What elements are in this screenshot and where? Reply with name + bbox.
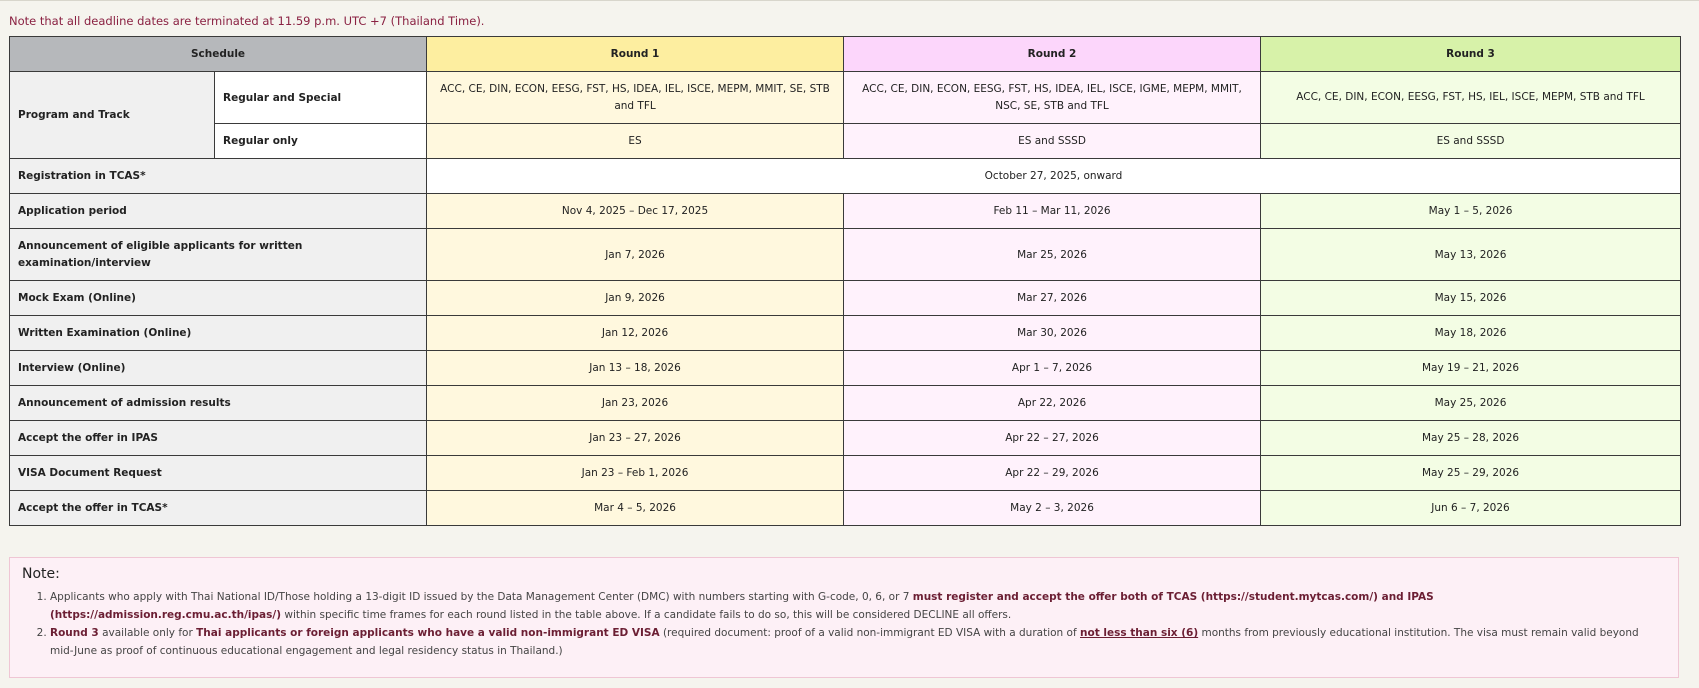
deadline-note: Note that all deadline dates are terminated at 11.59 p.m. UTC +7 (Thailand Time). (9, 14, 485, 28)
cell-r1: Jan 23, 2026 (427, 386, 844, 421)
table-row (10, 386, 1681, 421)
note-item-1 (50, 588, 1666, 624)
note-bold-text: Round 3 (50, 627, 99, 639)
cell-r3: ACC, CE, DIN, ECON, EESG, FST, HS, IEL, ISCE, MEPM, STB and TFL (1261, 72, 1681, 124)
note-text: available only for (98, 627, 197, 639)
cell-r3: May 25 – 28, 2026 (1261, 421, 1681, 456)
table-row (10, 316, 1681, 351)
cell-r3: May 13, 2026 (1261, 229, 1681, 281)
note-title: Note: (22, 566, 60, 582)
cell-r1: Jan 12, 2026 (427, 316, 844, 351)
row-label: VISA Document Request (10, 456, 427, 491)
cell-r1: Jan 9, 2026 (427, 281, 844, 316)
cell-r1: Jan 13 – 18, 2026 (427, 351, 844, 386)
sublabel-regular-only: Regular only (215, 124, 427, 159)
header-schedule: Schedule (10, 37, 427, 72)
row-label: Application period (10, 194, 427, 229)
row-label: Interview (Online) (10, 351, 427, 386)
note-text: within specific time frames for each round listed in the table above. If a candidate fails to do so, this will be considered DECLINE all offers. (281, 609, 1012, 621)
note-underlined-text: not less than six (6) (1080, 627, 1199, 639)
cell-r3: May 1 – 5, 2026 (1261, 194, 1681, 229)
table-row (10, 159, 1681, 194)
cell-r3: May 25 – 29, 2026 (1261, 456, 1681, 491)
header-round-2: Round 2 (844, 37, 1261, 72)
table-row (10, 491, 1681, 526)
note-bold-text: must register and accept the offer both of TCAS (https://student.mytcas.com/) and IPAS (https://admission.reg.cmu.ac.th/ipas/) (50, 591, 1434, 621)
row-label: Announcement of eligible applicants for written examination/interview (10, 229, 427, 281)
cell-r2: ACC, CE, DIN, ECON, EESG, FST, HS, IDEA, IEL, ISCE, IGME, MEPM, MMIT, NSC, SE, STB and TFL (844, 72, 1261, 124)
row-label-registration: Registration in TCAS* (10, 159, 427, 194)
cell-r2: Mar 27, 2026 (844, 281, 1261, 316)
row-label: Written Examination (Online) (10, 316, 427, 351)
cell-r1: Nov 4, 2025 – Dec 17, 2025 (427, 194, 844, 229)
cell-r2: Apr 1 – 7, 2026 (844, 351, 1261, 386)
cell-r2: Feb 11 – Mar 11, 2026 (844, 194, 1261, 229)
table-row (10, 281, 1681, 316)
cell-r1: ES (427, 124, 844, 159)
cell-r2: Mar 30, 2026 (844, 316, 1261, 351)
row-label: Announcement of admission results (10, 386, 427, 421)
row-label: Accept the offer in TCAS* (10, 491, 427, 526)
sublabel-regular-special: Regular and Special (215, 72, 427, 124)
cell-r2: Apr 22, 2026 (844, 386, 1261, 421)
cell-r3: May 25, 2026 (1261, 386, 1681, 421)
row-label: Mock Exam (Online) (10, 281, 427, 316)
header-round-1: Round 1 (427, 37, 844, 72)
note-box (9, 557, 1679, 678)
cell-r3: May 18, 2026 (1261, 316, 1681, 351)
table-row (10, 194, 1681, 229)
cell-r1: ACC, CE, DIN, ECON, EESG, FST, HS, IDEA, IEL, ISCE, MEPM, MMIT, SE, STB and TFL (427, 72, 844, 124)
cell-r1: Jan 7, 2026 (427, 229, 844, 281)
cell-r3: ES and SSSD (1261, 124, 1681, 159)
top-divider (0, 0, 1699, 1)
table-row (10, 456, 1681, 491)
note-list (22, 588, 1666, 660)
note-text: Applicants who apply with Thai National ID/Those holding a 13-digit ID issued by the Data Management Center (DMC) with numbers starting with G-code, 0, 6, or 7 (50, 591, 913, 603)
schedule-table (9, 36, 1681, 526)
cell-r3: May 19 – 21, 2026 (1261, 351, 1681, 386)
cell-r1: Jan 23 – 27, 2026 (427, 421, 844, 456)
table-row (10, 421, 1681, 456)
row-label: Accept the offer in IPAS (10, 421, 427, 456)
row-label-program: Program and Track (10, 72, 215, 159)
note-bold-text: Thai applicants or foreign applicants who have a valid non-immigrant ED VISA (196, 627, 660, 639)
table-row (10, 72, 1681, 124)
cell-r3: May 15, 2026 (1261, 281, 1681, 316)
cell-r1: Mar 4 – 5, 2026 (427, 491, 844, 526)
cell-r2: May 2 – 3, 2026 (844, 491, 1261, 526)
note-text: months from previously educational institution. The visa must remain valid beyond mid-June as proof of continuous educational engagement and legal residency status in Thailand.) (50, 627, 1639, 657)
cell-r1: Jan 23 – Feb 1, 2026 (427, 456, 844, 491)
table-row (10, 229, 1681, 281)
header-round-3: Round 3 (1261, 37, 1681, 72)
table-row (10, 124, 1681, 159)
cell-r2: Apr 22 – 29, 2026 (844, 456, 1261, 491)
cell-r2: Apr 22 – 27, 2026 (844, 421, 1261, 456)
cell-r2: ES and SSSD (844, 124, 1261, 159)
note-item-2 (50, 624, 1666, 660)
cell-r3: Jun 6 – 7, 2026 (1261, 491, 1681, 526)
cell-registration: October 27, 2025, onward (427, 159, 1681, 194)
note-text: (required document: proof of a valid non-immigrant ED VISA with a duration of (659, 627, 1080, 639)
table-row (10, 351, 1681, 386)
cell-r2: Mar 25, 2026 (844, 229, 1261, 281)
